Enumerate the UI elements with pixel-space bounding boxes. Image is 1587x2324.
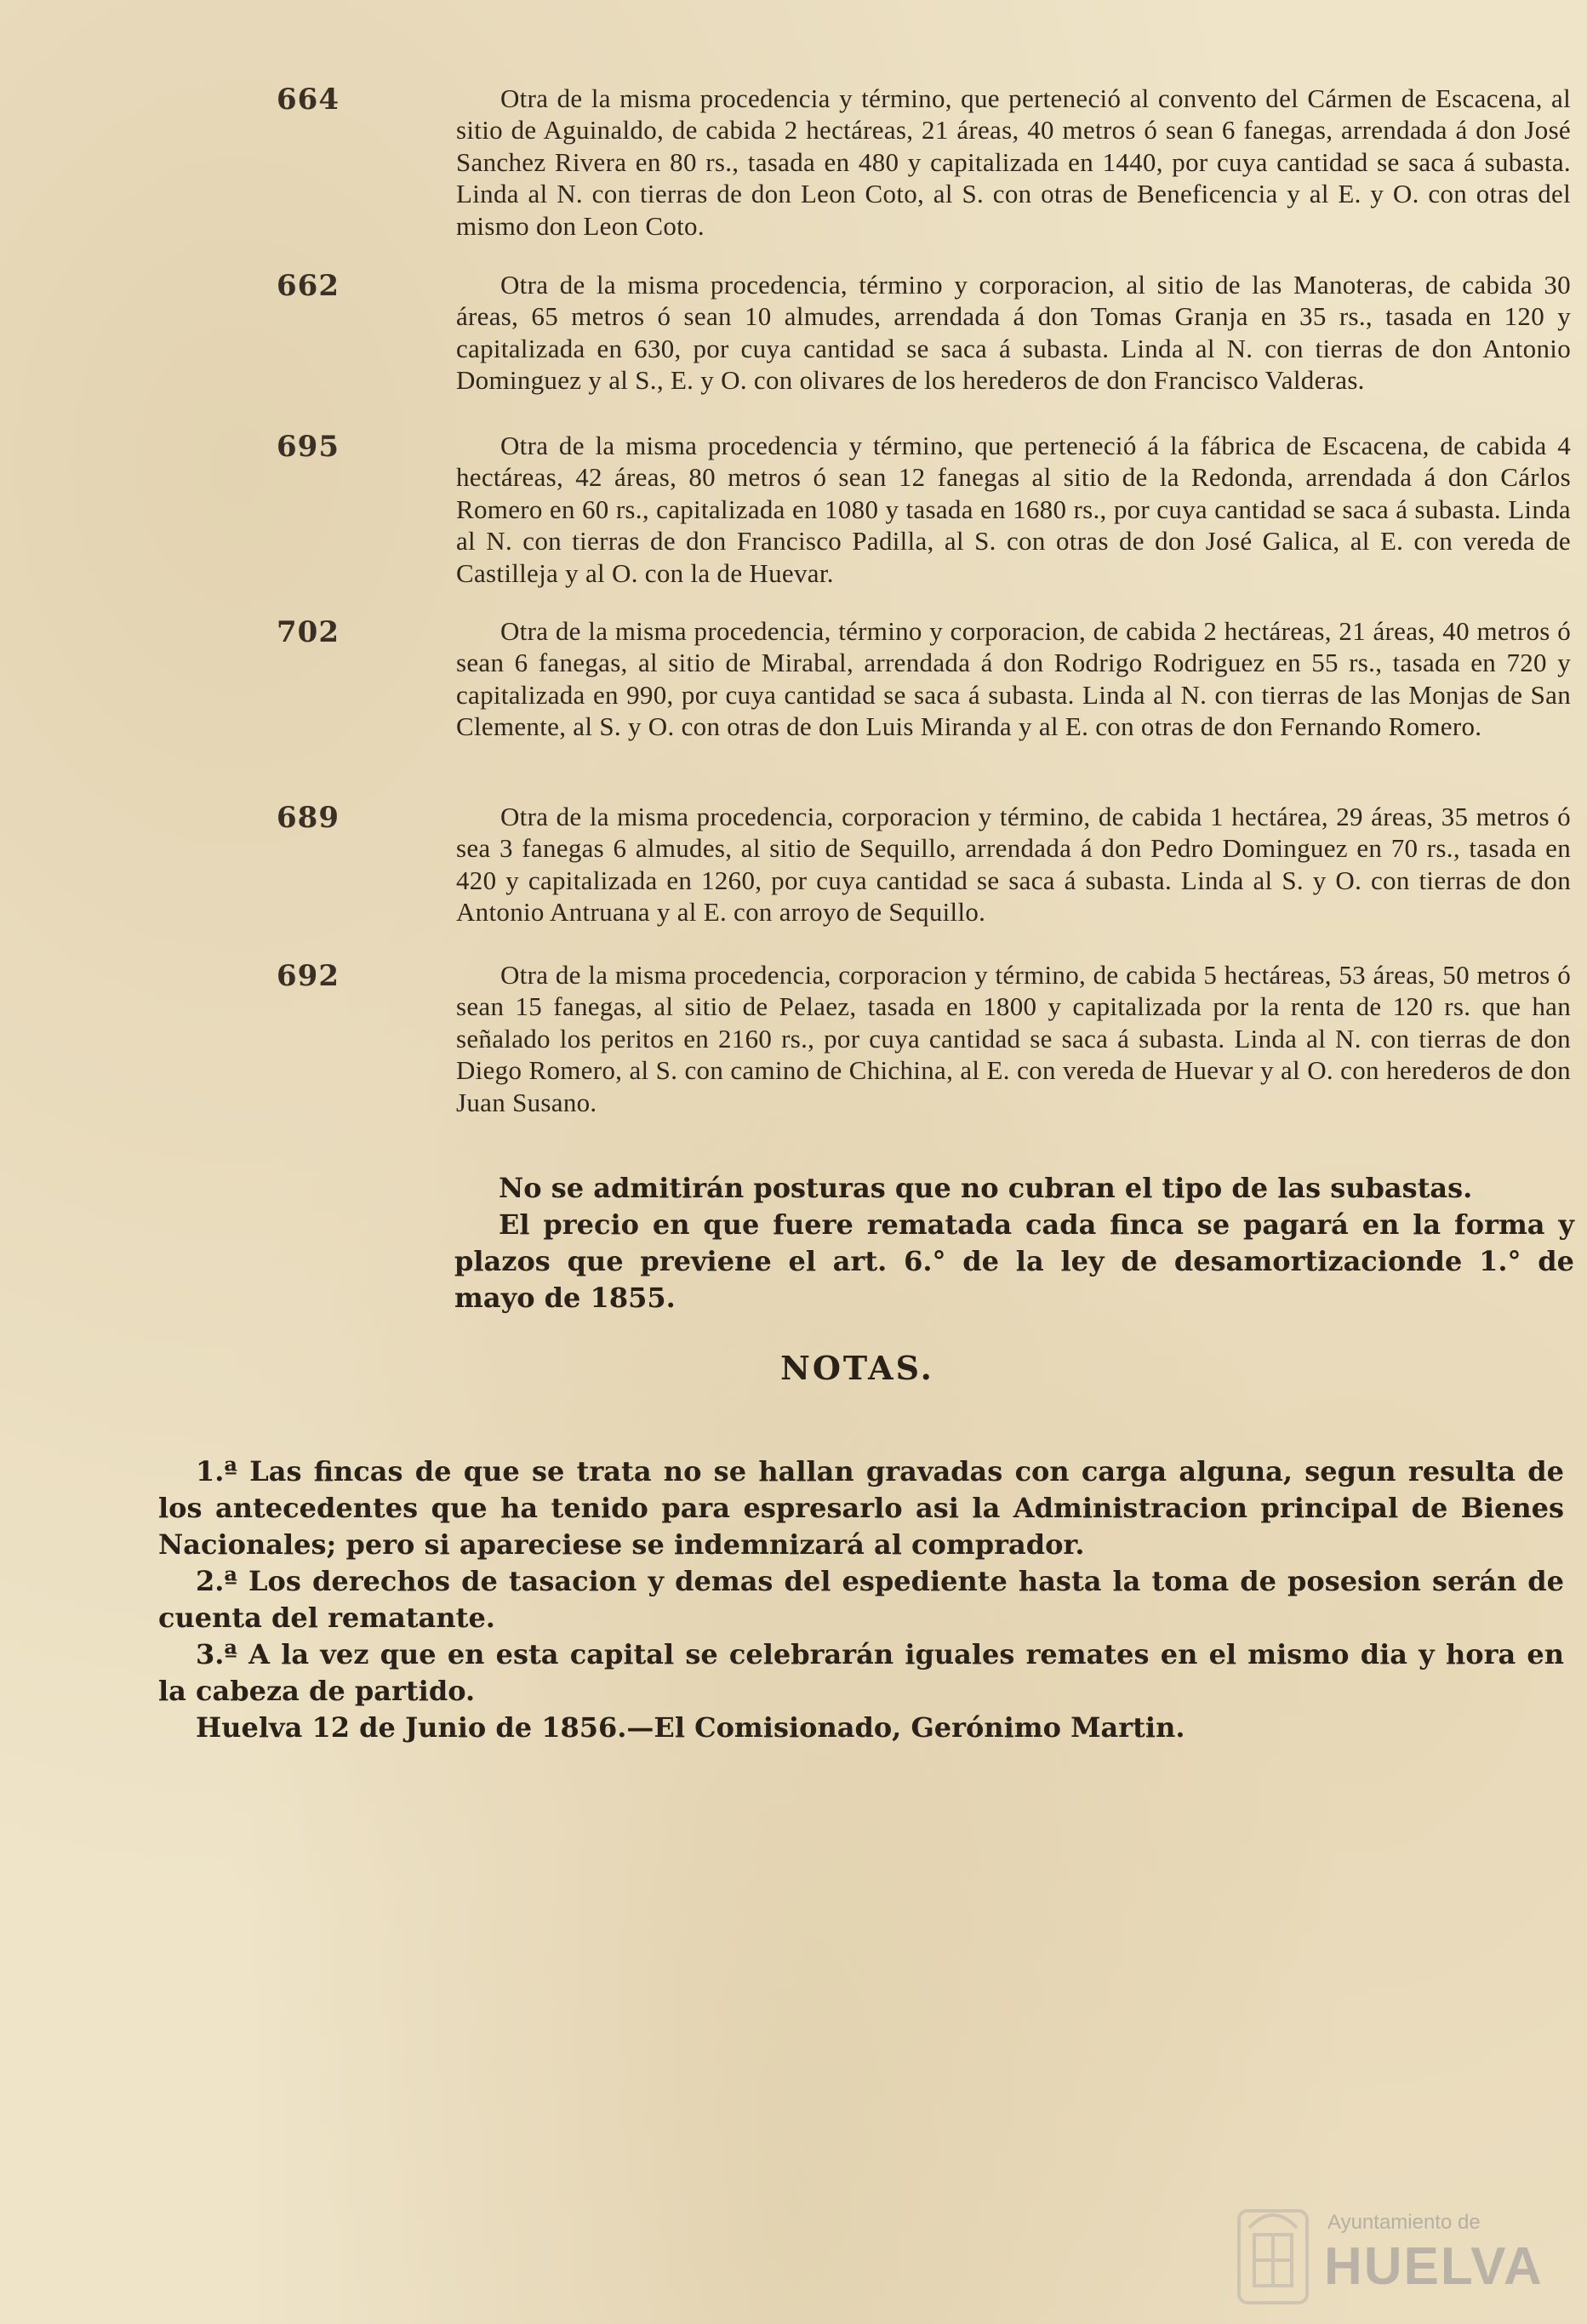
notes-heading: NOTAS.	[780, 1349, 934, 1387]
lot-number: 702	[277, 615, 340, 649]
bleed-through-ghost	[979, 1830, 1421, 2068]
lot-number: 689	[277, 801, 340, 835]
note-item: 3.ª A la vez que en esta capital se celebrarán iguales remates en el mismo dia y hora en la cabeza de partido.	[158, 1638, 1564, 1707]
lot-description: Otra de la misma procedencia, término y corporacion, al sitio de las Manoteras, de cabida 30 áreas, 65 metros ó sean 10 almudes, arrendada á don Tomas Granja en 35 rs., tasada en 120 y capitalizada en 630, por cuya cantidad se saca á subasta. Linda al N. con tierras de don Antonio Dominguez y al S., E. y O. con olivares de los herederos de don Francisco Valderas.	[456, 270, 1571, 396]
lot-number: 664	[277, 83, 340, 117]
condition-paragraph: No se admitirán posturas que no cubran el tipo de las subastas.	[499, 1172, 1473, 1204]
notes-section	[158, 1453, 1564, 1746]
auction-conditions	[454, 1170, 1574, 1316]
lot-number: 662	[277, 269, 340, 303]
lot-number: 692	[277, 959, 340, 993]
note-item: 1.ª Las fincas de que se trata no se hallan gravadas con carga alguna, segun resulta de los antecedentes que ha tenido para espresarlo asi la Administracion principal de Bienes Nacionales; pero si apareciese se indemnizará al comprador.	[158, 1455, 1564, 1561]
lot-description: Otra de la misma procedencia y término, que perteneció á la fábrica de Escacena, de cabida 4 hectáreas, 42 áreas, 80 metros ó sean 12 fanegas al sitio de la Redonda, arrendada á don Cárlos Romero en 60 rs., capitalizada en 1080 y tasada en 1680 rs., por cuya cantidad se saca á subasta. Linda al N. con tierras de don Francisco Padilla, al S. con otras de don José Galica, al E. con vereda de Castilleja y al O. con la de Huevar.	[456, 431, 1571, 588]
stamp-caption: Ayuntamiento de	[1327, 2211, 1481, 2234]
lot-description: Otra de la misma procedencia y término, que perteneció al convento del Cármen de Escacena, al sitio de Aguinaldo, de cabida 2 hectáreas, 21 áreas, 40 metros ó sean 6 fanegas, arrendada á don José Sanchez Rivera en 80 rs., tasada en 480 y capitalizada en 1440, por cuya cantidad se saca á subasta. Linda al N. con tierras de don Leon Coto, al S. con otras de Beneficencia y al E. y O. con otras del mismo don Leon Coto.	[456, 83, 1571, 241]
note-item: 2.ª Los derechos de tasacion y demas del espediente hasta la toma de posesion serán de cuenta del rematante.	[158, 1565, 1564, 1634]
condition-paragraph: El precio en que fuere rematada cada finca se pagará en la forma y plazos que previene el art. 6.° de la ley de desamortizacionde 1.° de mayo de 1855.	[454, 1208, 1574, 1314]
lot-number: 695	[277, 430, 340, 464]
lot-description: Otra de la misma procedencia, corporacion y término, de cabida 5 hectáreas, 53 áreas, 50 metros ó sean 15 fanegas, al sitio de Pelaez, tasada en 1800 y capitalizada por la renta de 120 rs. que han señalado los peritos en 2160 rs., por cuya cantidad se saca á subasta. Linda al N. con tierras de don Diego Romero, al S. con camino de Chichina, al E. con vereda de Huevar y al O. con herederos de don Juan Susano.	[456, 960, 1571, 1117]
lot-description: Otra de la misma procedencia, término y corporacion, de cabida 2 hectáreas, 21 áreas, 40 metros ó sean 6 fanegas, al sitio de Mirabal, arrendada á don Rodrigo Rodriguez en 55 rs., tasada en 720 y capitalizada en 990, por cuya cantidad se saca á subasta. Linda al N. con tierras de las Monjas de San Clemente, al S. y O. con otras de don Luis Miranda y al E. con otras de don Fernando Romero.	[456, 616, 1571, 742]
lot-description: Otra de la misma procedencia, corporacion y término, de cabida 1 hectárea, 29 áreas, 35 metros ó sea 3 fanegas 6 almudes, al sitio de Sequillo, arrendada á don Pedro Dominguez en 70 rs., tasada en 420 y capitalizada en 1260, por cuya cantidad se saca á subasta. Linda al S. y O. con tierras de don Antonio Antruana y al E. con arroyo de Sequillo.	[456, 802, 1571, 928]
stamp-title: HUELVA	[1324, 2237, 1544, 2296]
signature-line: Huelva 12 de Junio de 1856.—El Comisionado, Gerónimo Martin.	[196, 1711, 1185, 1744]
